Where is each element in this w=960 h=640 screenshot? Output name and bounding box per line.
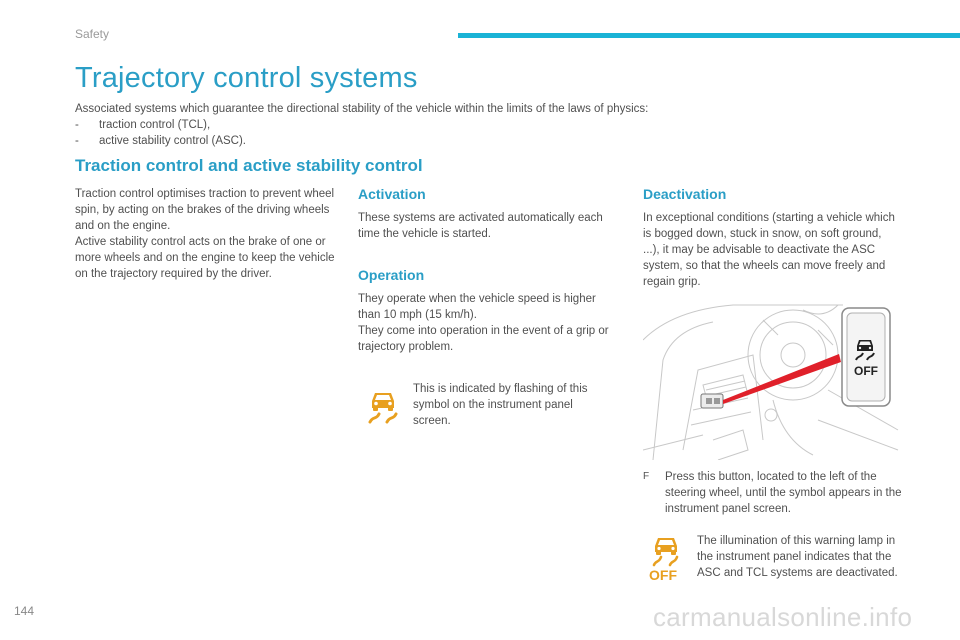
intro-text: Associated systems which guarantee the directional stability of the vehicle within the limits of the laws of physics: [75,103,649,115]
column-1-para-1: Traction control optimises traction to prevent wheel spin, by acting on the brakes of the driving wheels and on the engine. [75,188,335,232]
list-item-text: active stability control (ASC). [99,135,246,147]
off-label: OFF [649,567,677,581]
page-title: Trajectory control systems [75,62,418,94]
skidding-car-off-icon [648,537,684,581]
page-number: 144 [14,604,35,618]
bullet-marker: F [643,471,650,482]
asc-off-button[interactable] [842,308,890,406]
list-dash: - [75,135,79,147]
press-instruction-text: Press this button, located to the left of the steering wheel, until the symbol appears in the instrument panel screen. [665,471,902,515]
operation-para-1: They operate when the vehicle speed is higher than 10 mph (15 km/h). [358,293,596,321]
deactivation-text: In exceptional conditions (starting a vehicle which is bogged down, stuck in snow, on soft ground, ...), it may be advisable to deactivate the ASC system, so that the wheels can move freely and regain grip. [643,212,895,288]
operation-heading: Operation [358,267,425,283]
press-instruction [643,469,905,517]
deactivation-heading: Deactivation [643,186,727,202]
off-button-label: OFF [854,364,878,378]
watermark: carmanualsonline.info [653,602,913,632]
column-1 [75,186,337,282]
activation-heading: Activation [358,186,426,202]
list-item [75,117,875,133]
intro [75,101,875,149]
operation-para-2: They come into operation in the event of a grip or trajectory problem. [358,325,609,353]
list-item-text: traction control (TCL), [99,119,211,131]
list-dash: - [75,119,79,131]
warning-flash-text: This is indicated by flashing of this symbol on the instrument panel screen. [413,383,588,427]
section-title: Traction control and active stability control [75,156,423,175]
list-item [75,133,875,149]
operation-text [358,291,620,355]
warning-off-text: The illumination of this warning lamp in the instrument panel indicates that the ASC and TCL systems are deactivated. [697,535,898,579]
skidding-car-icon [367,389,399,425]
activation-text: These systems are activated automatically each time the vehicle is started. [358,212,603,240]
header-bar [458,33,960,38]
column-1-para-2: Active stability control acts on the brake of one or more wheels and on the engine to keep the vehicle on the trajectory required by the driver. [75,236,335,280]
control-button-highlight [701,394,723,408]
dashboard-illustration [643,300,905,460]
header-section-label: Safety [75,27,110,41]
